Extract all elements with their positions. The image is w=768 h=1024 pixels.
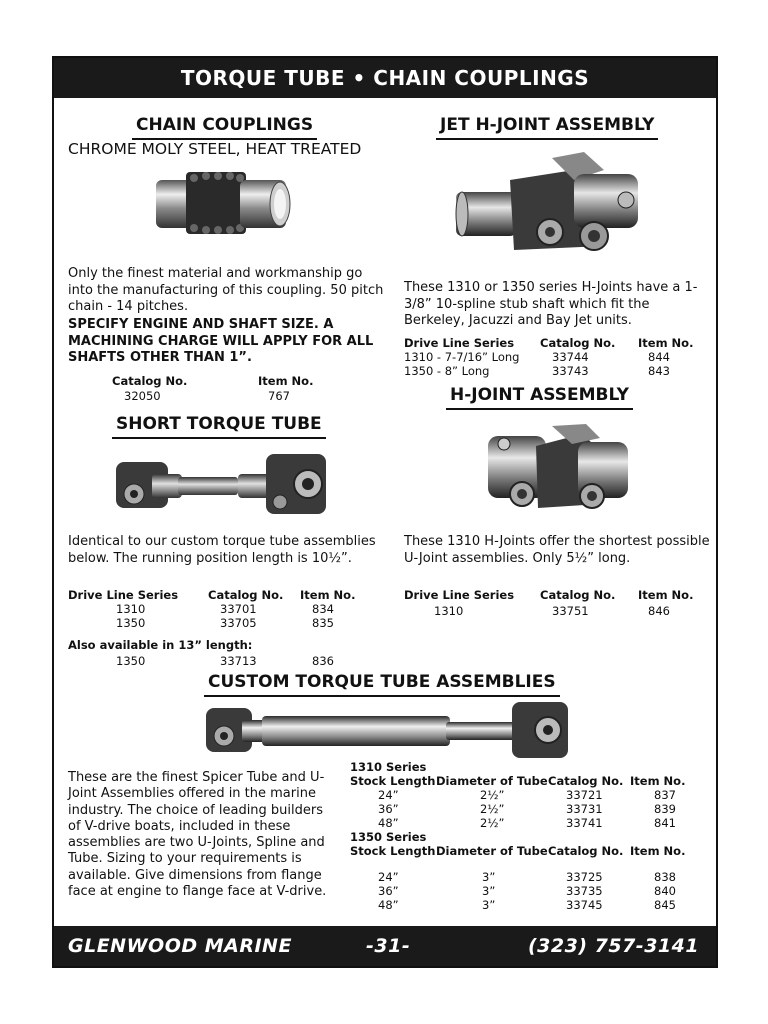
custom-1350-row-1-item: 838 [654, 870, 676, 884]
short-torque-tube-description: Identical to our custom torque tube assemblies below. The running position length is 10½”. [68, 534, 376, 566]
custom-1310-row-1-diameter: 2½” [480, 788, 505, 802]
custom-torque-tube-heading: CUSTOM TORQUE TUBE ASSEMBLIES [204, 672, 560, 697]
hjoint-col-drive-line: Drive Line Series [404, 588, 515, 602]
jet-hjoint-description: These 1310 or 1350 series H-Joints have a 1-3/8” 10-spline stub shaft which fit the Berkeley, Jacuzzi and Bay Jet units. [404, 280, 698, 328]
jet-row-2-item: 843 [648, 364, 670, 378]
hjoint-col-catalog: Catalog No. [540, 588, 616, 602]
short-torque-tube-heading: SHORT TORQUE TUBE [112, 414, 326, 439]
short-col-catalog: Catalog No. [208, 588, 284, 602]
custom-1350-row-3-catalog: 33745 [566, 898, 603, 912]
custom-torque-tube-description: These are the finest Spicer Tube and U-Joint Assemblies offered in the marine industry. The choice of leading builders of V-drive boats, included in these assemblies are two U-Joints, Spline and Tube. Sizing to your requirements is available. Give dimensions from flange face at engine to flange face at V-drive. [68, 770, 327, 900]
short-also-item: 836 [312, 654, 334, 668]
custom-1310-row-2-length: 36” [378, 802, 399, 816]
footer-page-number: -31- [366, 935, 411, 957]
chain-item-value: 767 [268, 389, 290, 403]
custom-1350-col-diameter: Diameter of Tube [436, 844, 548, 858]
short-row-1-item: 834 [312, 602, 334, 616]
custom-1350-row-2-length: 36” [378, 884, 399, 898]
short-col-item: Item No. [300, 588, 356, 602]
jet-row-2-catalog: 33743 [552, 364, 589, 378]
jet-hjoint-image [454, 150, 644, 258]
custom-1310-col-length: Stock Length [350, 774, 436, 788]
short-also-series: 1350 [116, 654, 146, 668]
chain-catalog-value: 32050 [124, 389, 161, 403]
custom-1310-series-label: 1310 Series [350, 760, 427, 774]
hjoint-row-1-catalog: 33751 [552, 604, 589, 618]
jet-row-1-item: 844 [648, 350, 670, 364]
short-row-2-item: 835 [312, 616, 334, 630]
custom-1350-col-catalog: Catalog No. [548, 844, 624, 858]
custom-1310-row-1-item: 837 [654, 788, 676, 802]
chain-couplings-description: Only the finest material and workmanship go into the manufacturing of this coupling. 50 pitch chain - 14 pitches. [68, 266, 384, 314]
custom-1350-col-length: Stock Length [350, 844, 436, 858]
custom-1350-row-3-length: 48” [378, 898, 399, 912]
custom-1350-row-2-diameter: 3” [482, 884, 496, 898]
custom-1310-col-diameter: Diameter of Tube [436, 774, 548, 788]
short-row-2-series: 1350 [116, 616, 146, 630]
jet-row-1-catalog: 33744 [552, 350, 589, 364]
custom-1310-row-1-catalog: 33721 [566, 788, 603, 802]
custom-1310-row-3-catalog: 33741 [566, 816, 603, 830]
custom-torque-tube-image [202, 698, 572, 762]
custom-1350-row-1-diameter: 3” [482, 870, 496, 884]
custom-1350-row-3-item: 845 [654, 898, 676, 912]
custom-1310-col-item: Item No. [630, 774, 686, 788]
custom-1350-series-label: 1350 Series [350, 830, 427, 844]
catalog-page [52, 56, 718, 968]
custom-1350-row-2-item: 840 [654, 884, 676, 898]
custom-1310-row-2-catalog: 33731 [566, 802, 603, 816]
hjoint-col-item: Item No. [638, 588, 694, 602]
short-col-drive-line: Drive Line Series [68, 588, 179, 602]
custom-1350-row-3-diameter: 3” [482, 898, 496, 912]
hjoint-image [482, 424, 632, 514]
short-also-catalog: 33713 [220, 654, 257, 668]
custom-1310-row-3-length: 48” [378, 816, 399, 830]
custom-1310-row-1-length: 24” [378, 788, 399, 802]
short-row-1-catalog: 33701 [220, 602, 257, 616]
hjoint-description: These 1310 H-Joints offer the shortest possible U-Joint assemblies. Only 5½” long. [404, 534, 710, 566]
custom-1350-col-item: Item No. [630, 844, 686, 858]
jet-col-catalog: Catalog No. [540, 336, 616, 350]
page-title-bar [54, 58, 716, 98]
short-row-2-catalog: 33705 [220, 616, 257, 630]
custom-1310-row-3-diameter: 2½” [480, 816, 505, 830]
page-title: TORQUE TUBE • CHAIN COUPLINGS [180, 66, 590, 90]
chain-couplings-subtitle: CHROME MOLY STEEL, HEAT TREATED [68, 140, 362, 158]
jet-row-2-series: 1350 - 8” Long [404, 364, 490, 378]
short-also-available-label: Also available in 13” length: [68, 638, 253, 652]
custom-1350-row-1-length: 24” [378, 870, 399, 884]
short-row-1-series: 1310 [116, 602, 146, 616]
short-torque-tube-image [112, 444, 332, 524]
chain-coupling-image [154, 166, 294, 240]
footer-company: GLENWOOD MARINE [68, 935, 292, 957]
custom-1310-row-2-diameter: 2½” [480, 802, 505, 816]
chain-couplings-heading: CHAIN COUPLINGS [132, 115, 317, 140]
chain-catalog-header: Catalog No. [112, 374, 188, 388]
hjoint-row-1-item: 846 [648, 604, 670, 618]
chain-item-header: Item No. [258, 374, 314, 388]
custom-1310-row-3-item: 841 [654, 816, 676, 830]
custom-1350-row-1-catalog: 33725 [566, 870, 603, 884]
jet-hjoint-heading: JET H-JOINT ASSEMBLY [436, 115, 658, 140]
hjoint-heading: H-JOINT ASSEMBLY [446, 385, 633, 410]
hjoint-row-1-series: 1310 [434, 604, 464, 618]
jet-row-1-series: 1310 - 7-7/16” Long [404, 350, 520, 364]
custom-1310-row-2-item: 839 [654, 802, 676, 816]
jet-col-item: Item No. [638, 336, 694, 350]
custom-1310-col-catalog: Catalog No. [548, 774, 624, 788]
custom-1350-row-2-catalog: 33735 [566, 884, 603, 898]
jet-col-drive-line: Drive Line Series [404, 336, 515, 350]
footer-phone: (323) 757-3141 [528, 935, 700, 957]
chain-couplings-note: SPECIFY ENGINE AND SHAFT SIZE. A MACHINING CHARGE WILL APPLY FOR ALL SHAFTS OTHER THAN 1”. [68, 317, 374, 365]
page-footer-bar [54, 926, 716, 966]
